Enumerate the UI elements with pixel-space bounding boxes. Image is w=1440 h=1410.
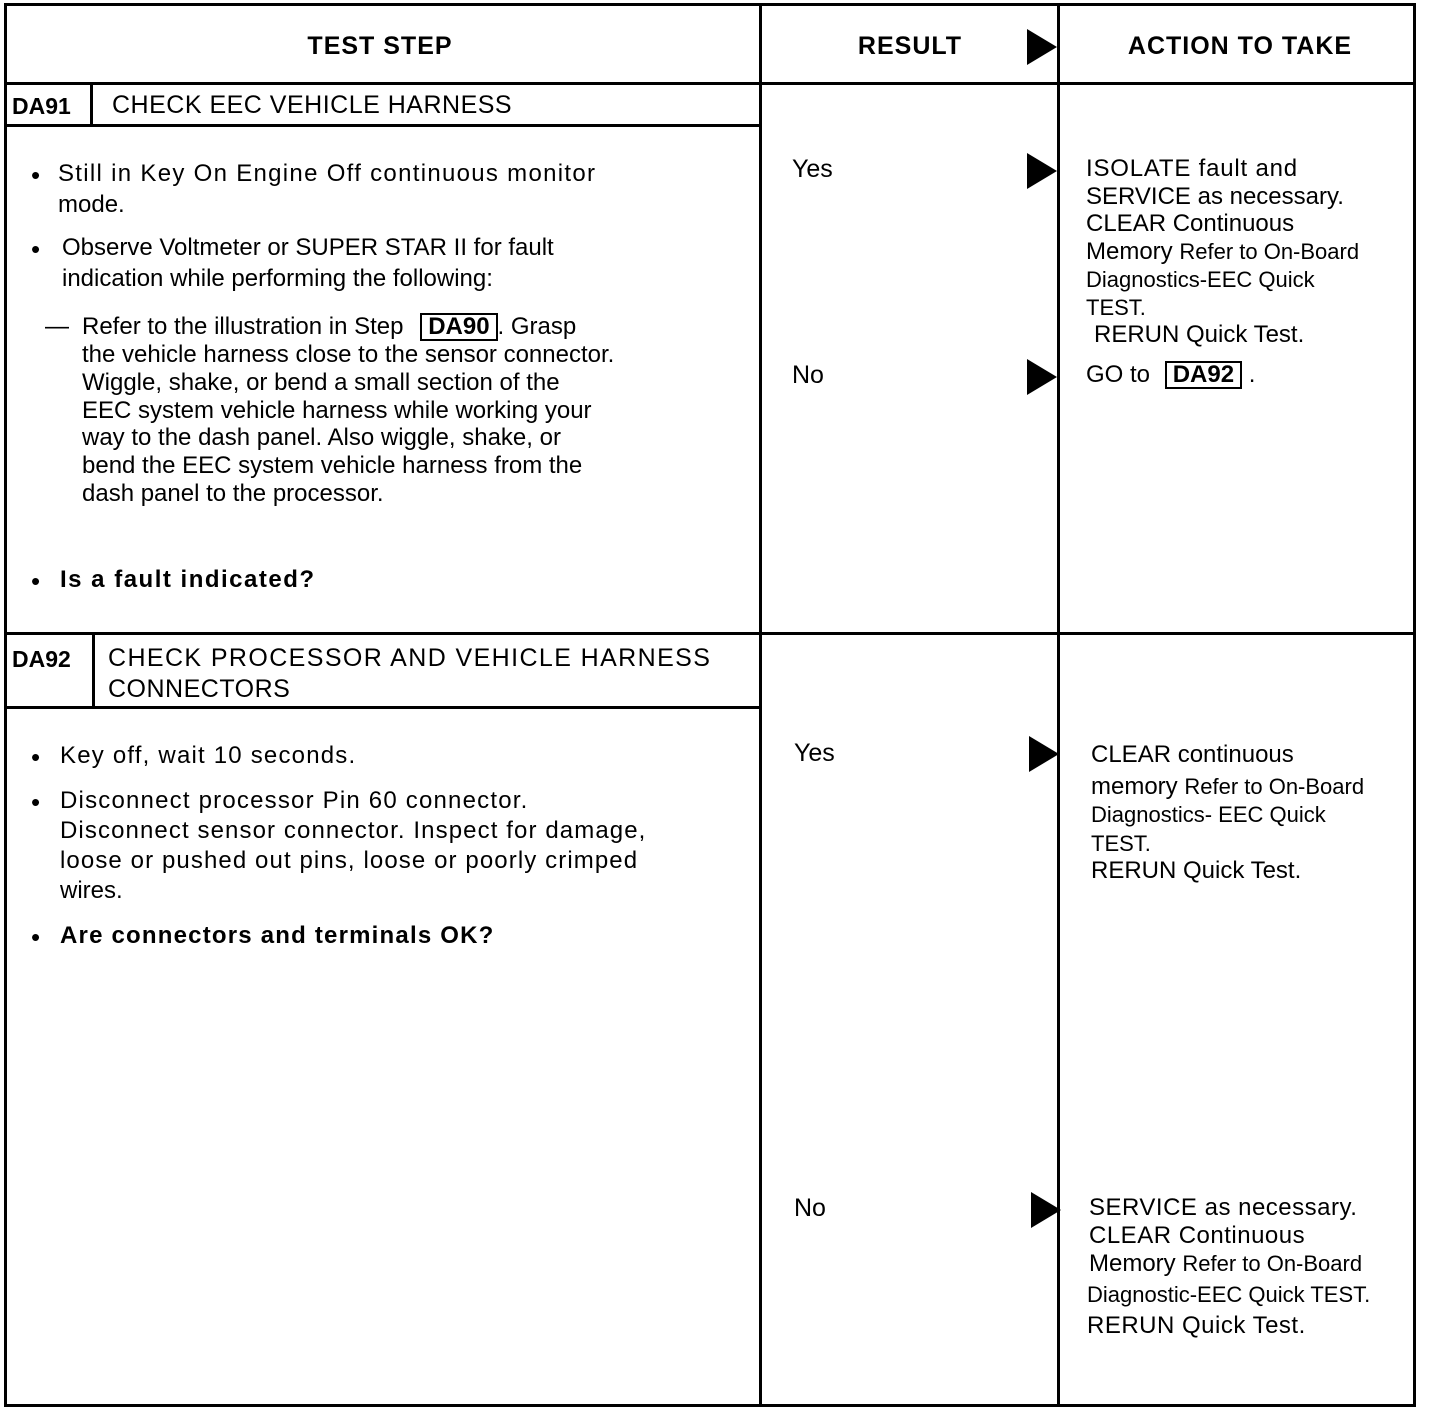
da92-no-memory-text: Memory [1089, 1250, 1176, 1277]
bullet-icon: • [31, 742, 41, 772]
table-border-top [4, 3, 1416, 6]
da91-memory-text: Memory [1086, 238, 1173, 265]
da92-step-title-line2: CONNECTORS [108, 675, 291, 703]
da91-no-arrow-icon [1027, 359, 1057, 395]
da91-dash-icon: — [45, 313, 69, 340]
header-result: RESULT [857, 32, 963, 60]
header-result-arrow-icon [1027, 29, 1057, 65]
da92-yes-action-1: CLEAR continuous [1091, 741, 1294, 768]
bullet-icon: • [31, 787, 41, 817]
da91-no-action [1086, 361, 1255, 389]
da92-title-underline [4, 706, 761, 709]
da91-dash-line6: bend the EEC system vehicle harness from the [82, 452, 583, 479]
da91-yes-action-2: SERVICE as necessary. [1086, 183, 1344, 210]
da91-yes-action-3: CLEAR Continuous [1086, 210, 1295, 237]
da91-dash-line7: dash panel to the processor. [82, 480, 384, 507]
header-action: ACTION TO TAKE [1127, 32, 1353, 60]
da92-bullet2-line2: Disconnect sensor connector. Inspect for damage, [60, 817, 647, 844]
da92-step-ref[interactable]: DA92 [1165, 361, 1242, 389]
col-divider-1 [759, 3, 762, 1407]
da92-no-refer-text: Refer to On-Board [1182, 1251, 1363, 1276]
da92-step-title-line1: CHECK PROCESSOR AND VEHICLE HARNESS [108, 644, 712, 672]
da92-bullet2-line1: Disconnect processor Pin 60 connector. [60, 787, 529, 814]
da91-dash-line3: Wiggle, shake, or bend a small section of the [82, 369, 560, 396]
bullet-icon: • [31, 160, 41, 190]
da91-dash-line2: the vehicle harness close to the sensor connector. [82, 341, 615, 368]
da90-step-ref[interactable]: DA90 [420, 313, 497, 341]
da91-yes-action-5: Diagnostics-EEC Quick [1086, 267, 1315, 292]
da91-dash-line1 [82, 313, 576, 341]
da91-goto-period: . [1248, 361, 1256, 388]
da92-bullet2-line3: loose or pushed out pins, loose or poorly crimped [60, 847, 639, 874]
da91-yes-action-1: ISOLATE fault and [1086, 155, 1298, 182]
da91-result-no: No [792, 361, 824, 389]
da91-title-underline [4, 124, 761, 127]
da91-dash-post: . Grasp [497, 313, 577, 340]
da91-yes-action-6: TEST. [1086, 295, 1146, 320]
da92-yes-action-5: RERUN Quick Test. [1091, 857, 1302, 884]
da92-refer-text: Refer to On-Board [1184, 774, 1365, 799]
da92-bullet1: Key off, wait 10 seconds. [60, 742, 357, 769]
da92-id-divider [92, 634, 95, 708]
table-border-right [1413, 3, 1416, 1407]
da92-no-action-4: Diagnostic-EEC Quick TEST. [1087, 1282, 1371, 1307]
da91-refer-text: Refer to On-Board [1179, 239, 1360, 264]
da91-bullet2-line1: Observe Voltmeter or SUPER STAR II for fault [62, 234, 554, 261]
da92-yes-action-4: TEST. [1091, 831, 1151, 856]
da91-step-title: CHECK EEC VEHICLE HARNESS [112, 91, 513, 119]
header-test-step: TEST STEP [307, 32, 453, 60]
da91-step-id: DA91 [12, 93, 71, 119]
da91-question: Is a fault indicated? [60, 566, 316, 593]
da91-dash-line5: way to the dash panel. Also wiggle, shake, or [82, 424, 561, 451]
da92-question: Are connectors and terminals OK? [60, 922, 495, 949]
da91-dash-pre: Refer to the illustration in Step [82, 313, 404, 340]
da91-bullet1-line2: mode. [58, 191, 125, 218]
da91-result-yes: Yes [792, 155, 833, 183]
da92-memory-text: memory [1091, 773, 1178, 800]
table-border-bottom [4, 1404, 1416, 1407]
da91-yes-action-7: RERUN Quick Test. [1094, 321, 1305, 348]
header-divider [4, 82, 1416, 85]
da92-no-action-5: RERUN Quick Test. [1087, 1312, 1306, 1339]
da92-result-no: No [794, 1194, 826, 1222]
da91-bullet1-line1: Still in Key On Engine Off continuous monitor [58, 160, 597, 187]
da91-id-divider [90, 84, 93, 126]
da92-bullet2-line4: wires. [60, 877, 123, 904]
da92-yes-action-3: Diagnostics- EEC Quick [1091, 802, 1326, 827]
da92-result-yes: Yes [794, 739, 835, 767]
da92-no-arrow-icon [1031, 1192, 1061, 1228]
da91-yes-arrow-icon [1027, 153, 1057, 189]
da92-yes-arrow-icon [1029, 736, 1059, 772]
table-border-left [4, 3, 7, 1407]
da91-yes-action-4 [1086, 238, 1359, 266]
bullet-icon: • [31, 922, 41, 952]
da92-no-action-2: CLEAR Continuous [1089, 1222, 1306, 1249]
row-divider [4, 632, 1416, 635]
da91-bullet2-line2: indication while performing the following: [62, 265, 493, 292]
da92-no-action-1: SERVICE as necessary. [1089, 1194, 1358, 1221]
da91-goto-text: GO to [1086, 361, 1151, 388]
da92-no-action-3 [1089, 1250, 1362, 1278]
bullet-icon: • [31, 566, 41, 596]
bullet-icon: • [31, 234, 41, 264]
da92-step-id: DA92 [12, 646, 71, 672]
da92-yes-action-2 [1091, 773, 1364, 801]
da91-dash-line4: EEC system vehicle harness while working your [82, 397, 592, 424]
